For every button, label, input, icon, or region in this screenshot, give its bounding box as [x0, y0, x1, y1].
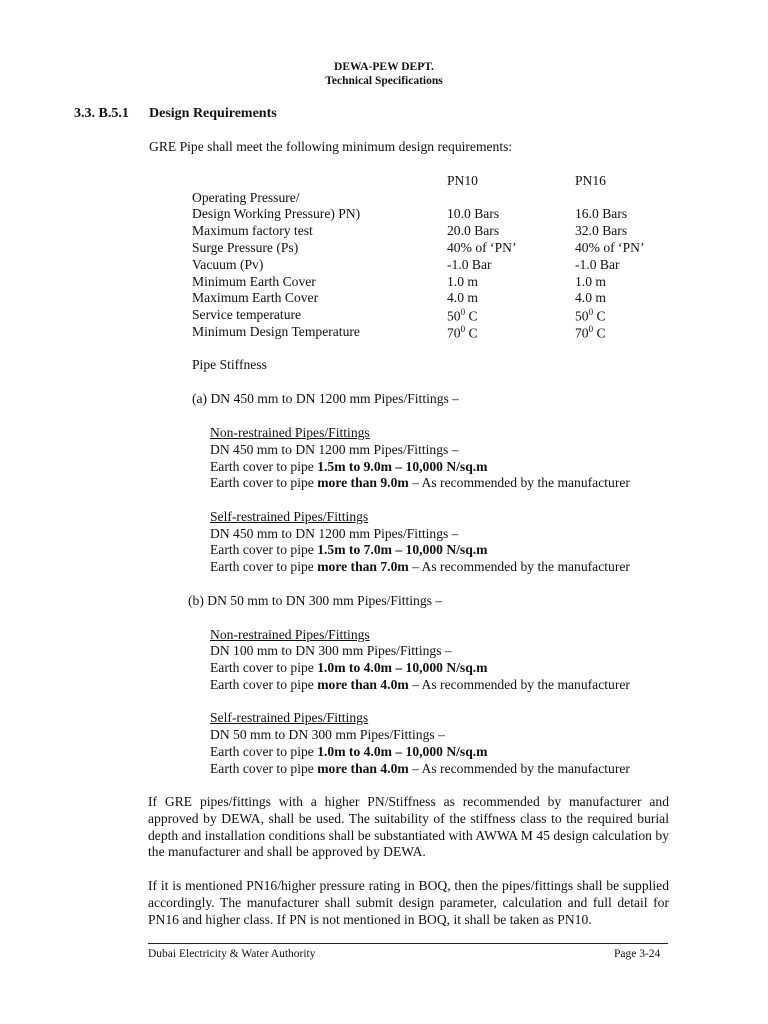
unit-c: C	[465, 325, 478, 341]
col-header-pn16: PN16	[575, 173, 606, 188]
text: Earth cover to pipe	[210, 677, 318, 692]
row-pn10	[447, 307, 478, 325]
b-self-line3	[210, 761, 630, 777]
row-pn10: -1.0 Bar	[447, 257, 492, 272]
unit-c: C	[593, 308, 606, 324]
b-self-line1: DN 50 mm to DN 300 mm Pipes/Fittings –	[210, 727, 445, 742]
row-pn16	[575, 307, 606, 325]
temp-value: 70	[575, 325, 589, 341]
section-title: Design Requirements	[149, 106, 277, 121]
row-label: Vacuum (Pv)	[192, 257, 264, 272]
b-non-line2	[210, 660, 488, 676]
footer-divider	[148, 943, 668, 944]
degree-sup: 0	[460, 324, 466, 334]
footer-authority: Dubai Electricity & Water Authority	[148, 948, 316, 960]
bold-text: more than 7.0m	[317, 559, 409, 574]
group-b-heading: (b) DN 50 mm to DN 300 mm Pipes/Fittings –	[188, 593, 443, 608]
row-pn16: 4.0 m	[575, 290, 606, 305]
row-pn10: 20.0 Bars	[447, 223, 500, 238]
row-label: Maximum Earth Cover	[192, 290, 319, 305]
degree-sup: 0	[588, 324, 594, 334]
row-label: Minimum Earth Cover	[192, 274, 316, 289]
row-label: Service temperature	[192, 307, 302, 322]
text: Earth cover to pipe	[210, 542, 318, 557]
bold-text: more than 4.0m	[317, 677, 409, 692]
a-non-line3	[210, 475, 630, 491]
b-non-line1: DN 100 mm to DN 300 mm Pipes/Fittings –	[210, 643, 452, 658]
a-self-line3	[210, 559, 630, 575]
temp-value: 50	[575, 308, 589, 324]
row-pn10: 10.0 Bars	[447, 206, 500, 221]
a-non-title: Non-restrained Pipes/Fittings	[210, 425, 370, 440]
unit-c: C	[465, 308, 478, 324]
a-self-title: Self-restrained Pipes/Fittings	[210, 509, 369, 524]
bold-text: 1.5m to 9.0m – 10,000 N/sq.m	[317, 459, 488, 474]
row-pn10: 1.0 m	[447, 274, 478, 289]
bold-text: 1.0m to 4.0m – 10,000 N/sq.m	[317, 744, 488, 759]
text: Earth cover to pipe	[210, 660, 318, 675]
degree-sup: 0	[588, 307, 594, 317]
footer-page-number: Page 3-24	[614, 948, 661, 960]
row-pn10	[447, 324, 478, 342]
text: Earth cover to pipe	[210, 559, 318, 574]
temp-value: 50	[447, 308, 461, 324]
text: – As recommended by the manufacturer	[408, 677, 630, 692]
section-number: 3.3. B.5.1	[74, 106, 129, 121]
bold-text: more than 4.0m	[317, 761, 409, 776]
text: Earth cover to pipe	[210, 761, 318, 776]
unit-c: C	[593, 325, 606, 341]
row-pn16: -1.0 Bar	[575, 257, 620, 272]
bold-text: 1.5m to 7.0m – 10,000 N/sq.m	[317, 542, 488, 557]
text: – As recommended by the manufacturer	[408, 559, 630, 574]
stiffness-title: Pipe Stiffness	[192, 357, 267, 372]
row-pn16	[575, 324, 606, 342]
temp-value: 70	[447, 325, 461, 341]
a-self-line1: DN 450 mm to DN 1200 mm Pipes/Fittings –	[210, 526, 459, 541]
degree-sup: 0	[460, 307, 466, 317]
header-subtitle: Technical Specifications	[325, 75, 443, 87]
paragraph-boq: If it is mentioned PN16/higher pressure rating in BOQ, then the pipes/fittings shall be supplied accordingly. The manufacturer shall submit design parameter, calculation and full detail for PN16 and higher class. If PN is not mentioned in BOQ, it shall be taken as PN10.	[148, 878, 669, 927]
group-a-heading: (a) DN 450 mm to DN 1200 mm Pipes/Fittings –	[192, 391, 459, 406]
row-pn16: 1.0 m	[575, 274, 606, 289]
a-non-line1: DN 450 mm to DN 1200 mm Pipes/Fittings –	[210, 442, 459, 457]
a-non-line2	[210, 459, 488, 475]
row-pn10: 4.0 m	[447, 290, 478, 305]
row-pn16: 32.0 Bars	[575, 223, 628, 238]
text: Earth cover to pipe	[210, 744, 318, 759]
header-dept: DEWA-PEW DEPT.	[334, 61, 434, 73]
row-label: Surge Pressure (Ps)	[192, 240, 299, 255]
a-self-line2	[210, 542, 488, 558]
b-non-line3	[210, 677, 630, 693]
b-non-title: Non-restrained Pipes/Fittings	[210, 627, 370, 642]
bold-text: 1.0m to 4.0m – 10,000 N/sq.m	[317, 660, 488, 675]
text: – As recommended by the manufacturer	[408, 761, 630, 776]
text: Earth cover to pipe	[210, 459, 318, 474]
paragraph-stiffness: If GRE pipes/fittings with a higher PN/Stiffness as recommended by manufacturer and approved by DEWA, shall be used. The suitability of the stiffness class to the required burial depth and installation conditions shall be substantiated with AWWA M 45 design calculation by the manufacturer and shall be approved by DEWA.	[148, 794, 669, 860]
intro-text: GRE Pipe shall meet the following minimum design requirements:	[149, 139, 513, 154]
text: Earth cover to pipe	[210, 475, 318, 490]
row-pn10: 40% of ‘PN’	[447, 240, 517, 255]
bold-text: more than 9.0m	[317, 475, 409, 490]
row-pn16: 40% of ‘PN’	[575, 240, 645, 255]
row-label: Maximum factory test	[192, 223, 313, 238]
b-self-title: Self-restrained Pipes/Fittings	[210, 710, 369, 725]
row-label: Design Working Pressure) PN)	[192, 206, 361, 221]
text: – As recommended by the manufacturer	[408, 475, 630, 490]
b-self-line2	[210, 744, 488, 760]
row-label: Operating Pressure/	[192, 190, 300, 205]
row-pn16: 16.0 Bars	[575, 206, 628, 221]
row-label: Minimum Design Temperature	[192, 324, 360, 339]
col-header-pn10: PN10	[447, 173, 478, 188]
